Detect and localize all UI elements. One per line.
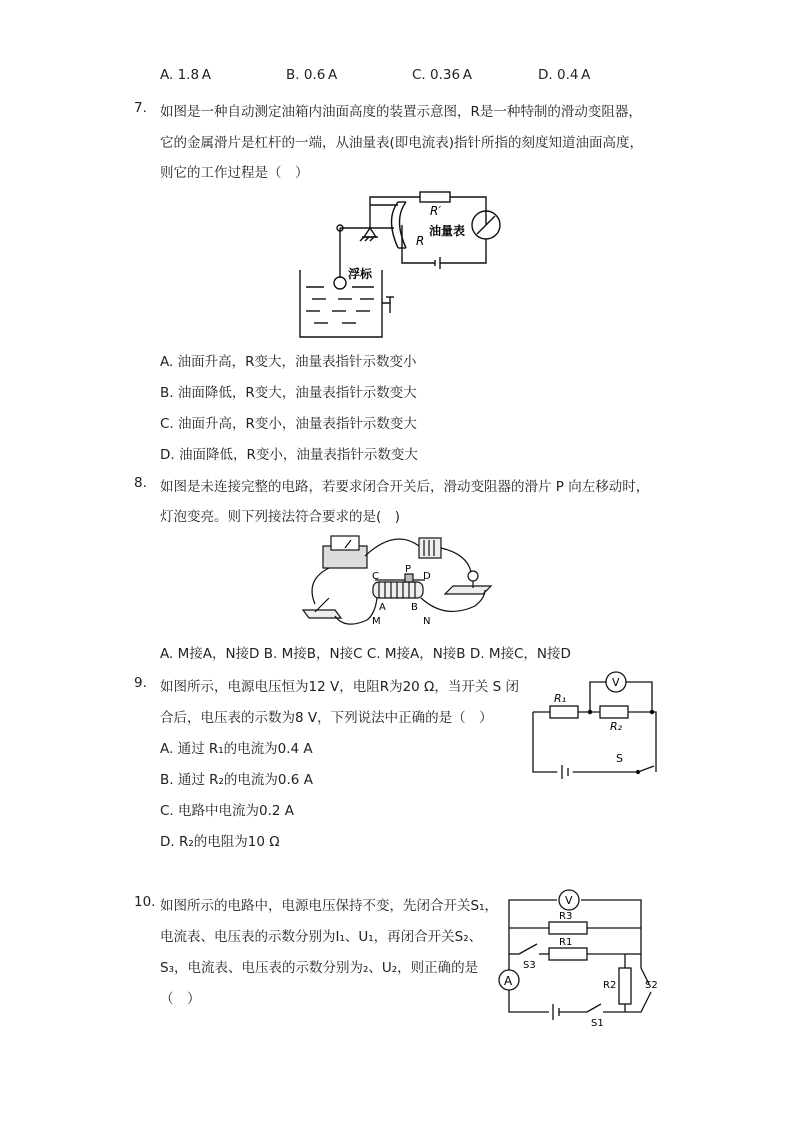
q10-number: 10. <box>134 894 156 910</box>
q6-option-b: B. 0.6 A <box>286 67 338 83</box>
q10-label-a: A <box>504 974 513 988</box>
q10-label-r1: R1 <box>559 937 573 948</box>
q10-circuit-figure <box>497 888 662 1028</box>
q9-label-r1: R₁ <box>554 692 567 705</box>
q9-label-r2: R₂ <box>610 720 623 733</box>
q10-label-r2: R2 <box>603 980 617 991</box>
q8-label-d: D <box>423 571 431 582</box>
q8-options: A. M接A，N接D B. M接B，N接C C. M接A，N接B D. M接C，N接D <box>160 646 571 662</box>
q9-option-b: B. 通过 R₂的电流为0.6 A <box>160 772 313 788</box>
q10-stem-line-1: 如图所示的电路中，电源电压保持不变，先闭合开关S₁， <box>160 898 498 914</box>
q7-option-c: C. 油面升高，R变小，油量表指针示数变大 <box>160 416 417 432</box>
q10-stem-line-3: S₃，电流表、电压表的示数分别为₂、U₂，则正确的是 <box>160 960 479 976</box>
q7-stem-line-2: 它的金属滑片是杠杆的一端，从油量表(即电流表)指针所指的刻度知道油面高度， <box>160 135 644 151</box>
q7-label-meter: 油量表 <box>429 224 466 238</box>
q8-number: 8. <box>134 475 147 491</box>
q10-label-s1: S1 <box>591 1018 604 1029</box>
q10-label-v: V <box>565 894 573 907</box>
q7-label-r: R <box>416 234 425 248</box>
q9-label-s: S <box>616 752 623 765</box>
q9-option-a: A. 通过 R₁的电流为0.4 A <box>160 741 313 757</box>
q7-stem-line-1: 如图是一种自动测定油箱内油面高度的装置示意图，R是一种特制的滑动变阻器， <box>160 104 642 120</box>
q8-stem-line-1: 如图是未连接完整的电路，若要求闭合开关后，滑动变阻器的滑片 P 向左移动时， <box>160 479 650 495</box>
q9-label-v: V <box>612 676 620 689</box>
q7-stem-line-3: 则它的工作过程是（ ） <box>160 165 309 181</box>
q9-stem-line-1: 如图所示，电源电压恒为12 V，电阻R为20 Ω，当开关 S 闭 <box>160 679 520 695</box>
q7-option-d: D. 油面降低，R变小，油量表指针示数变大 <box>160 447 418 463</box>
q10-label-s3: S3 <box>523 960 536 971</box>
q6-option-d: D. 0.4 A <box>538 67 591 83</box>
q7-oil-tank-figure <box>290 185 510 345</box>
q9-circuit-figure <box>528 668 668 778</box>
q10-stem-line-2: 电流表、电压表的示数分别为I₁、U₁，再闭合开关S₂、 <box>160 929 483 945</box>
q8-label-b: B <box>411 602 418 613</box>
q6-option-a: A. 1.8 A <box>160 67 211 83</box>
q7-option-b: B. 油面降低，R变大，油量表指针示数变大 <box>160 385 417 401</box>
q8-label-c: C <box>372 571 379 582</box>
q8-label-m: M <box>372 616 381 627</box>
q10-label-s2: S2 <box>645 980 658 991</box>
q10-label-r3: R3 <box>559 911 573 922</box>
q9-stem-line-2: 合后，电压表的示数为8 V，下列说法中正确的是（ ） <box>160 710 493 726</box>
q9-option-d: D. R₂的电阻为10 Ω <box>160 834 280 850</box>
q7-label-float: 浮标 <box>348 267 373 281</box>
q8-label-a: A <box>379 602 386 613</box>
q8-stem-line-2: 灯泡变亮。则下列接法符合要求的是( ) <box>160 509 401 525</box>
q9-option-c: C. 电路中电流为0.2 A <box>160 803 295 819</box>
q8-label-n: N <box>423 616 431 627</box>
q7-option-a: A. 油面升高，R变大，油量表指针示数变小 <box>160 354 417 370</box>
q9-number: 9. <box>134 675 147 691</box>
q6-option-c: C. 0.36 A <box>412 67 472 83</box>
q7-label-r-prime: R′ <box>430 204 442 218</box>
q7-number: 7. <box>134 100 147 116</box>
q8-label-p: P <box>405 564 412 575</box>
q10-stem-line-4: （ ） <box>160 991 201 1007</box>
q8-circuit-figure <box>295 532 505 632</box>
